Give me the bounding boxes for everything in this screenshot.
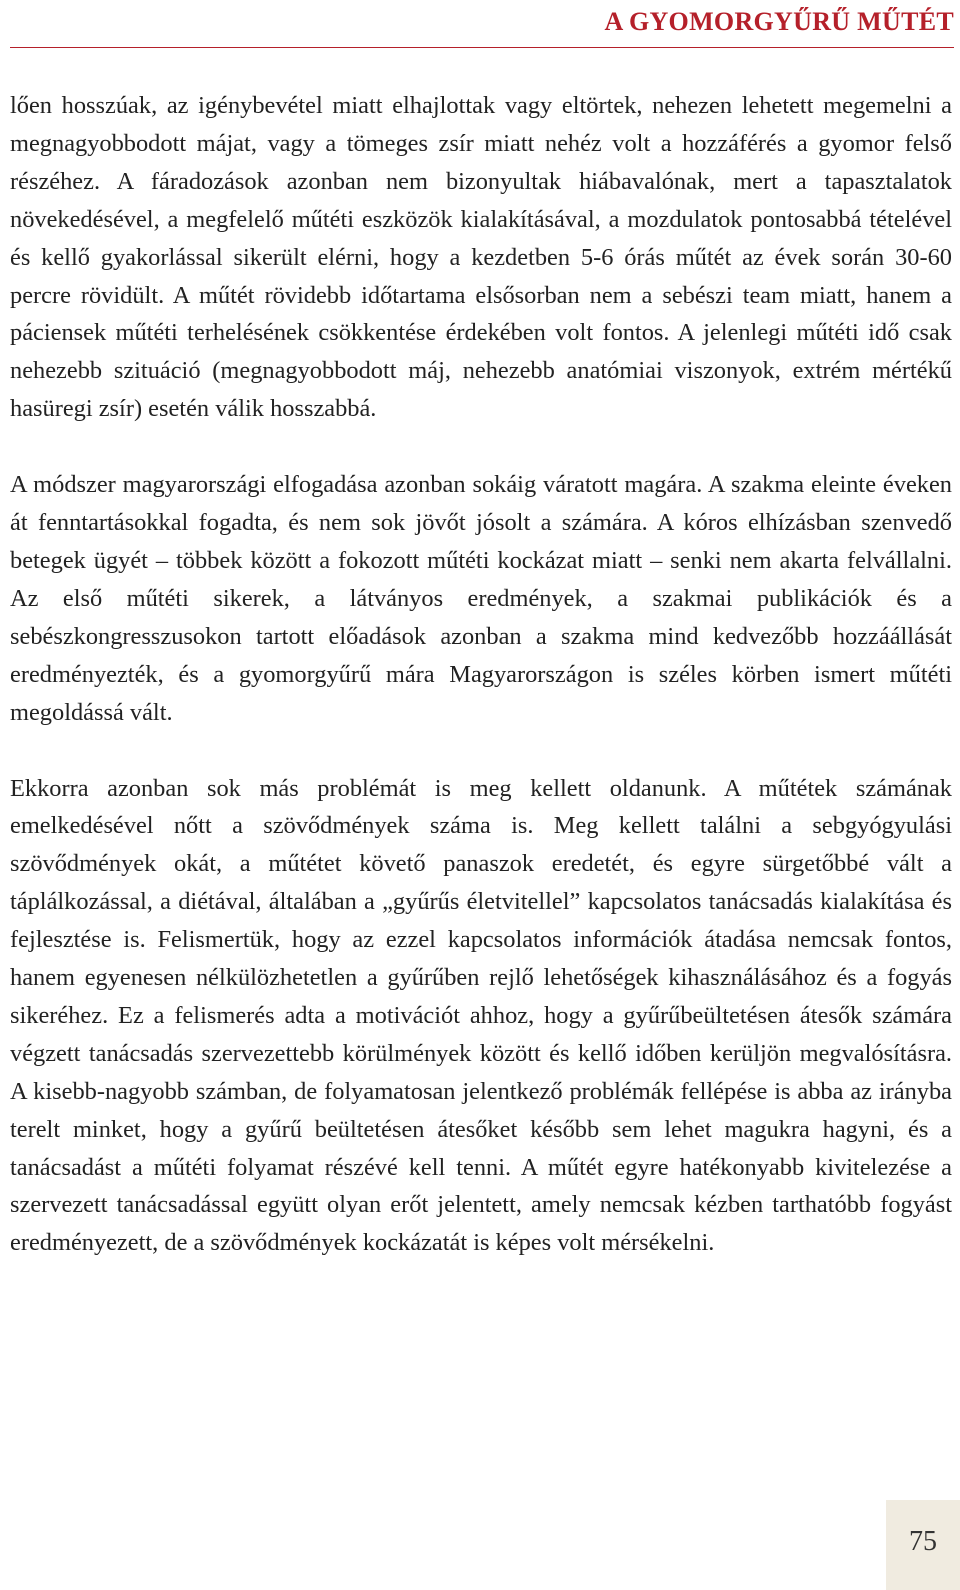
paragraph: Ekkorra azonban sok más problémát is meg kellett oldanunk. A műtétek számának emelkedésével nőtt a szövődmények száma is. Meg kellett találni a sebgyógyulási szövődmények okát, a műtétet követő panaszok eredetét, és egyre sürgetőbbé vált a táplálkozással, a diétával, általában a „gyűrűs életvitellel” kapcsolatos tanácsadás kialakítása és fejlesztése is. Felismertük, hogy az ezzel kapcsolatos információk átadása nemcsak fontos, hanem egyenesen nélkülözhetetlen a gyűrűben rejlő lehetőségek kihasználásához és a fogyás sikeréhez. Ez a felismerés adta a motivációt ahhoz, hogy a gyűrűbeültetésen átesők számára végzett tanácsadás szervezettebb körülmények között és kellő időben kerüljön megvalósításra. A kisebb-nagyobb számban, de folyamatosan jelentkező problémák fellépése is abba az irányba terelt minket, hogy a gyűrű beültetésen átesőket később sem lehet magukra hagyni, és a tanácsadást a műtéti folyamat részévé kell tenni. A műtét egyre hatékonyabb kivitelezése a szervezett tanácsadással együtt olyan erőt jelentett, amely nemcsak kézben tarthatóbb fogyást eredményezett, de a szövődmények kockázatát is képes volt mérsékelni. <box>10 774 952 1257</box>
paragraph: lően hosszúak, az igénybevétel miatt elhajlottak vagy eltörtek, nehezen lehetett megemelni a megnagyobbodott májat, vagy a tömeges zsír miatt nehéz volt a hozzáférés a gyomor felső részéhez. A fáradozások azonban nem bizonyultak hiábavalónak, mert a tapasztalatok növekedésével, a megfelelő műtéti eszközök kialakításával, a mozdulatok pontosabbá tételével és kellő gyakorlással sikerült elérni, hogy a kezdetben 5-6 órás műtét az évek során 30-60 percre rövidült. A műtét rövidebb időtartama elsősorban nem a sebészi team miatt, hanem a páciensek műtéti terhelésének csökkentése érdekében volt fontos. A jelenlegi műtéti idő csak nehezebb szituáció (megnagyobbodott máj, nehezebb anatómiai viszonyok, extrém mértékű hasüregi zsír) esetén válik hosszabbá. <box>10 92 952 423</box>
page-number-badge <box>886 1500 960 1590</box>
running-title: A GYOMORGYŰRŰ MŰTÉT <box>604 7 954 36</box>
paragraph: A módszer magyarországi elfogadása azonban sokáig váratott magára. A szakma eleinte éveken át fenntartásokkal fogadta, és nem sok jövőt jósolt a számára. A kóros elhízásban szenvedő betegek ügyét – többek között a fokozott műtéti kockázat miatt – senki nem akarta felvállalni. Az első műtéti sikerek, a látványos eredmények, a szakmai publikációk és a sebészkongresszusokon tartott előadások azonban a szakma mind kedvezőbb hozzáállását eredményezték, és a gyomorgyűrű mára Magyarországon is széles körben ismert műtéti megoldássá vált. <box>10 471 952 726</box>
page-number: 75 <box>909 1526 937 1557</box>
body-text <box>10 87 952 1262</box>
page-header <box>0 0 960 50</box>
header-divider <box>10 47 954 48</box>
